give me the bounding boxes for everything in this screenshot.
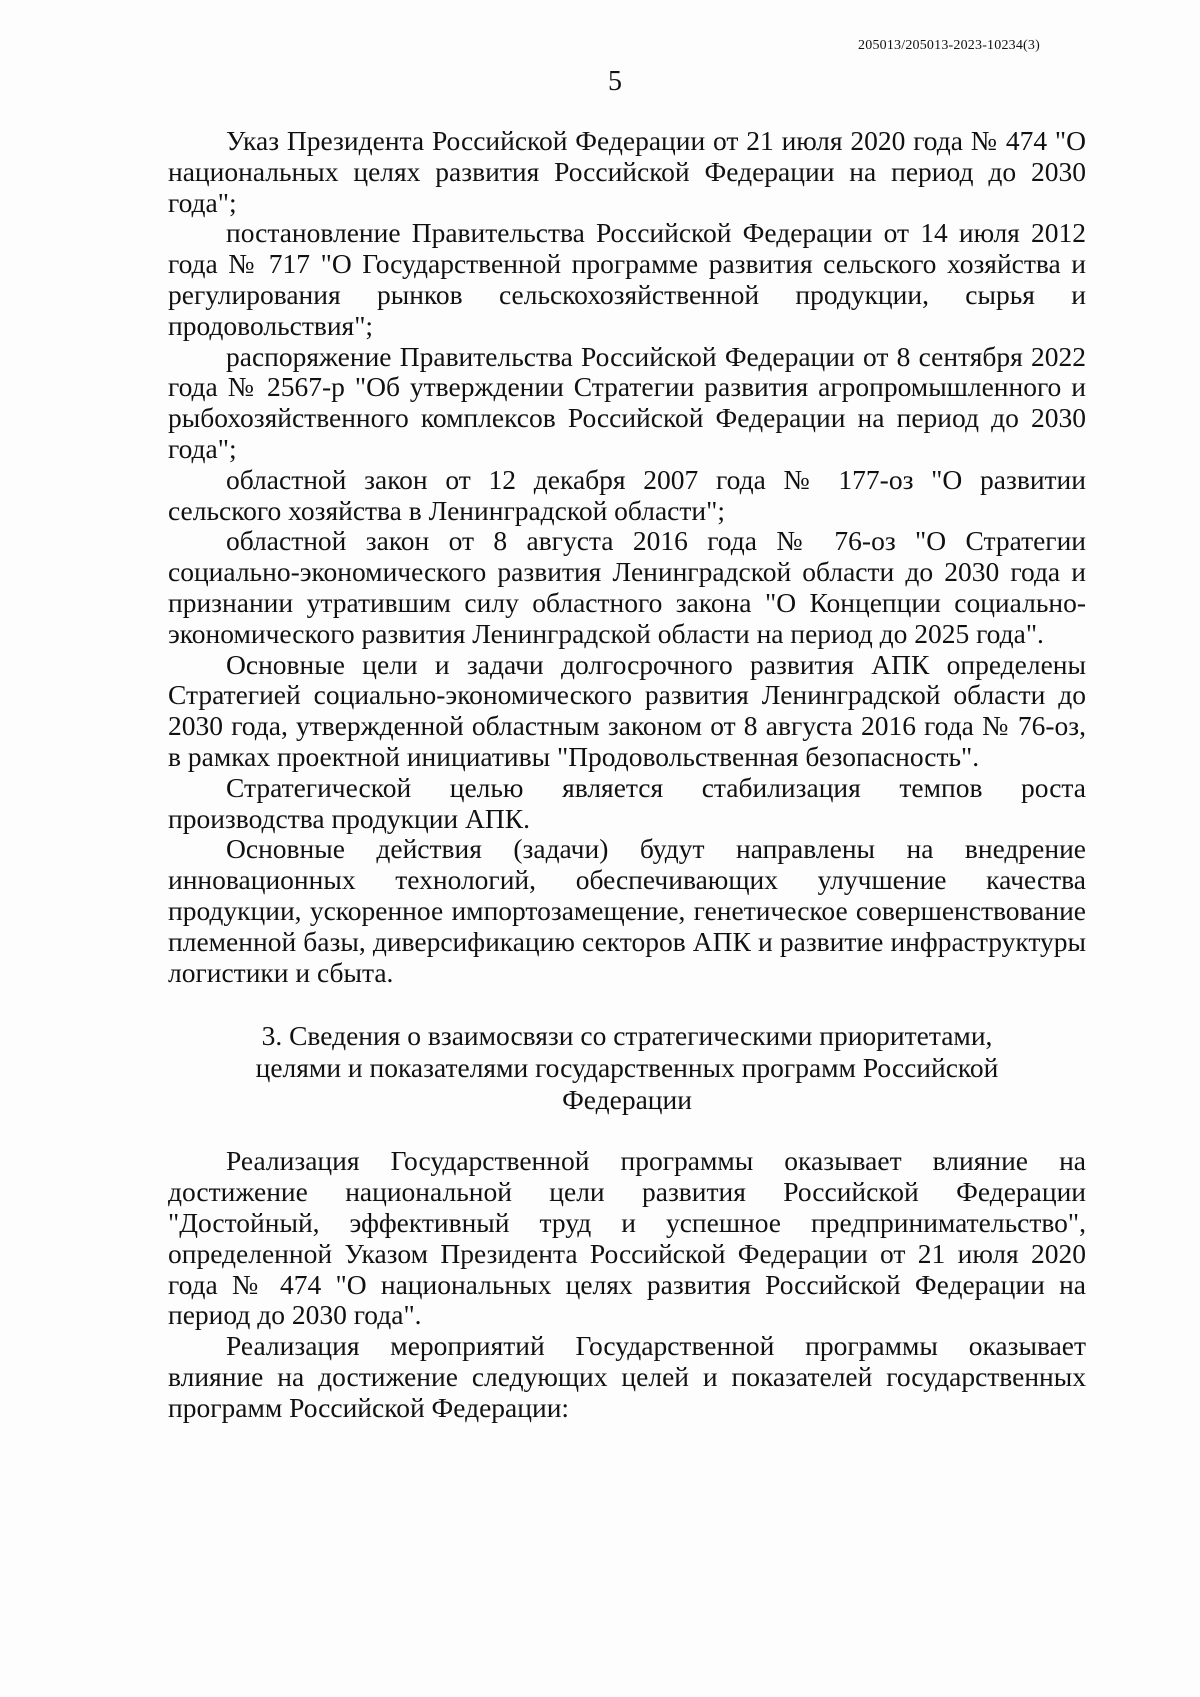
paragraph-measures-influence: Реализация мероприятий Государственной программы оказывает влияние на достижение следующих целей и показателей государственных программ Российской Федерации: xyxy=(168,1330,1086,1423)
page-number: 5 xyxy=(608,66,622,97)
paragraph-regional-law-76: областной закон от 8 августа 2016 года № 76-оз "О Стратегии социально-экономического развития Ленинградской области до 2030 года и признании утратившим силу областного закона "О Концепции социально-экономического развития Ленинградской области на период до 2025 года". xyxy=(168,525,1086,649)
paragraph-regional-law-177: областной закон от 12 декабря 2007 года № 177-оз "О развитии сельского хозяйства в Ленинградской области"; xyxy=(168,463,1086,526)
document-body xyxy=(168,126,1086,1423)
paragraph-order-2567: распоряжение Правительства Российской Федерации от 8 сентября 2022 года № 2567-р "Об утверждении Стратегии развития агропромышленного и рыбохозяйственного комплексов Российской Федерации на период до 2030 года"; xyxy=(168,340,1086,464)
section-heading-line: целями и показателями государственных программ Российской xyxy=(255,1052,999,1084)
paragraph-strategic-goal: Стратегической целью является стабилизация темпов роста производства продукции АПК. xyxy=(168,771,1086,834)
section-heading xyxy=(168,1020,1086,1116)
paragraph-main-actions: Основные действия (задачи) будут направлены на внедрение инновационных технологий, обеспечивающих улучшение качества продукции, ускоренное импортозамещение, генетическое совершенствование племенной базы, диверсификацию секторов АПК и развитие инфраструктуры логистики и сбыта. xyxy=(168,833,1086,988)
paragraph-decree-474: Указ Президента Российской Федерации от 21 июля 2020 года № 474 "О национальных целях развития Российской Федерации на период до 2030 года"; xyxy=(168,125,1086,218)
paragraph-program-influence: Реализация Государственной программы оказывает влияние на достижение национальной цели развития Российской Федерации "Достойный, эффективный труд и успешное предпринимательство", определенной Указом Президента Российской Федерации от 21 июля 2020 года № 474 "О национальных целях развития Российской Федерации на период до 2030 года". xyxy=(168,1145,1086,1331)
section-heading-line: Федерации xyxy=(562,1084,692,1116)
section-heading-line: 3. Сведения о взаимосвязи со стратегическими приоритетами, xyxy=(261,1020,993,1052)
paragraph-main-goals: Основные цели и задачи долгосрочного развития АПК определены Стратегией социально-экономического развития Ленинградской области до 2030 года, утвержденной областным законом от 8 августа 2016 года № 76-оз, в рамках проектной инициативы "Продовольственная безопасность". xyxy=(168,648,1086,772)
paragraph-resolution-717: постановление Правительства Российской Федерации от 14 июля 2012 года № 717 "О Государственной программе развития сельского хозяйства и регулирования рынков сельскохозяйственной продукции, сырья и продовольствия"; xyxy=(168,217,1086,341)
document-id: 205013/205013-2023-10234(3) xyxy=(858,38,1040,53)
